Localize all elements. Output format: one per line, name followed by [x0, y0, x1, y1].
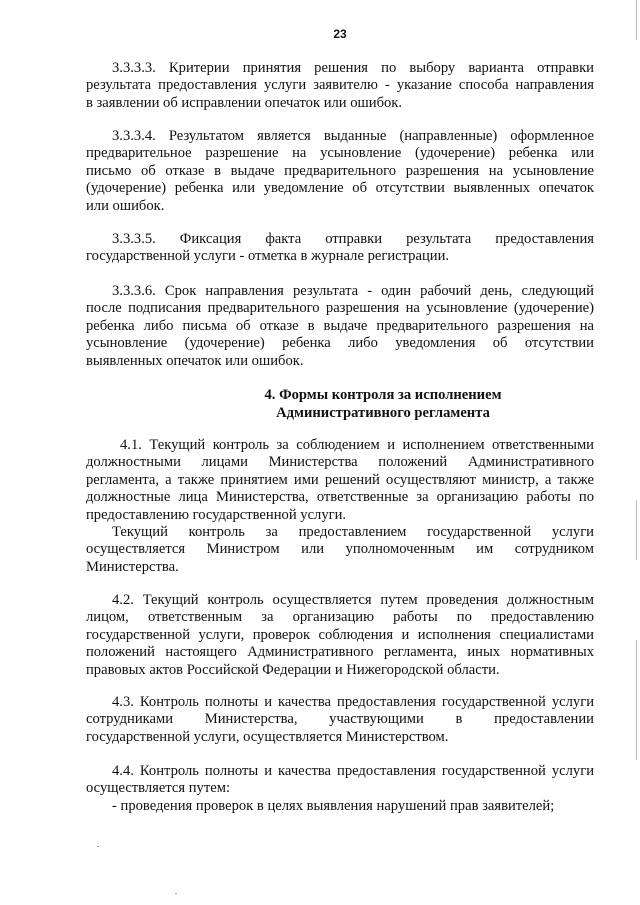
- scan-speck: [97, 846, 99, 847]
- text-line: осуществляется путем:: [86, 780, 230, 797]
- text-line: должностные лица Министерства, ответственные за организацию работы по: [86, 489, 594, 506]
- scan-speck: [175, 893, 177, 894]
- text-line: ребенка либо письма об отказе в выдаче предварительного разрешения на: [86, 317, 594, 334]
- text-line: правовых актов Российской Федерации и Нижегородской области.: [86, 661, 500, 678]
- text-line: выявленных опечаток или ошибок.: [86, 352, 304, 369]
- text-line: после подписания предварительного разрешения на усыновление (удочерение): [86, 300, 594, 317]
- text-line: 3.3.3.4. Результатом является выданные (направленные) оформленное: [112, 128, 594, 144]
- paragraph-3-3-3-5: [86, 231, 594, 266]
- text-line: предварительное разрешение на усыновление (удочерение) ребенка или: [86, 145, 594, 162]
- paragraph-4-1: [86, 437, 594, 524]
- text-line: регламента, а также принятием ими решений осуществляют министр, а также: [86, 471, 594, 488]
- text-line: 4.1. Текущий контроль за соблюдением и исполнением ответственными: [120, 437, 594, 453]
- text-line: 3.3.3.5. Фиксация факта отправки результата предоставления: [112, 231, 594, 247]
- paragraph-3-3-3-6: [86, 283, 594, 370]
- text-line: лицом, ответственным за организацию работы по предоставлению: [86, 609, 594, 626]
- text-line: Текущий контроль за предоставлением государственной услуги: [112, 524, 594, 540]
- paragraph-4-2: [86, 592, 594, 679]
- text-line: положений настоящего Административного регламента, иных нормативных: [86, 644, 594, 661]
- text-line: 4.3. Контроль полноты и качества предоставления государственной услуги: [112, 694, 594, 710]
- text-line: 3.3.3.3. Критерии принятия решения по выбору варианта отправки: [112, 60, 594, 76]
- text-line: государственной услуги, проверок соблюдения и исполнения специалистами: [86, 626, 594, 643]
- paragraph-3-3-3-4: [86, 128, 594, 215]
- text-line: или ошибок.: [86, 197, 165, 214]
- scan-edge-mark: [636, 500, 637, 560]
- heading-line: 4. Формы контроля за исполнением: [264, 387, 502, 403]
- text-line: (удочерение) ребенка или уведомление об отсутствии выявленных опечаток: [86, 180, 594, 197]
- section-heading: [86, 386, 594, 422]
- text-line: государственной услуги - отметка в журнале регистрации.: [86, 248, 450, 265]
- text-line: Министерства.: [86, 558, 179, 575]
- text-line: государственной услуги, осуществляется Министерством.: [86, 728, 449, 745]
- text-line: осуществляется Министром или уполномоченным им сотрудником: [86, 541, 594, 558]
- text-line: 4.4. Контроль полноты и качества предоставления государственной услуги: [112, 763, 594, 779]
- scan-edge-mark: [636, 640, 637, 760]
- page-number: 23: [333, 27, 347, 41]
- text-line: должностными лицами Министерства положений Административного: [86, 454, 594, 471]
- text-line: усыновление (удочерение) ребенка либо уведомления об отсутствии: [86, 335, 594, 352]
- text-line: в заявлении об исправлении опечаток или ошибок.: [86, 94, 403, 111]
- text-line: результата предоставления услуги заявителю - указание способа направления: [86, 77, 594, 94]
- text-line: - проведения проверок в целях выявления нарушений прав заявителей;: [112, 797, 555, 814]
- text-line: письмо об отказе в выдаче предварительного разрешения на усыновление: [86, 162, 594, 179]
- heading-line: Административного регламента: [276, 405, 490, 421]
- scan-edge-mark: [636, 0, 637, 40]
- paragraph-4-1-continued: [86, 524, 594, 576]
- text-line: сотрудниками Министерства, участвующими в предоставлении: [86, 711, 594, 728]
- text-line: 4.2. Текущий контроль осуществляется путем проведения должностным: [112, 592, 594, 608]
- text-line: 3.3.3.6. Срок направления результата - один рабочий день, следующий: [112, 283, 594, 299]
- paragraph-3-3-3-3: [86, 60, 594, 112]
- paragraph-4-4: [86, 763, 594, 815]
- paragraph-4-3: [86, 694, 594, 746]
- text-line: предоставлению государственной услуги.: [86, 506, 347, 523]
